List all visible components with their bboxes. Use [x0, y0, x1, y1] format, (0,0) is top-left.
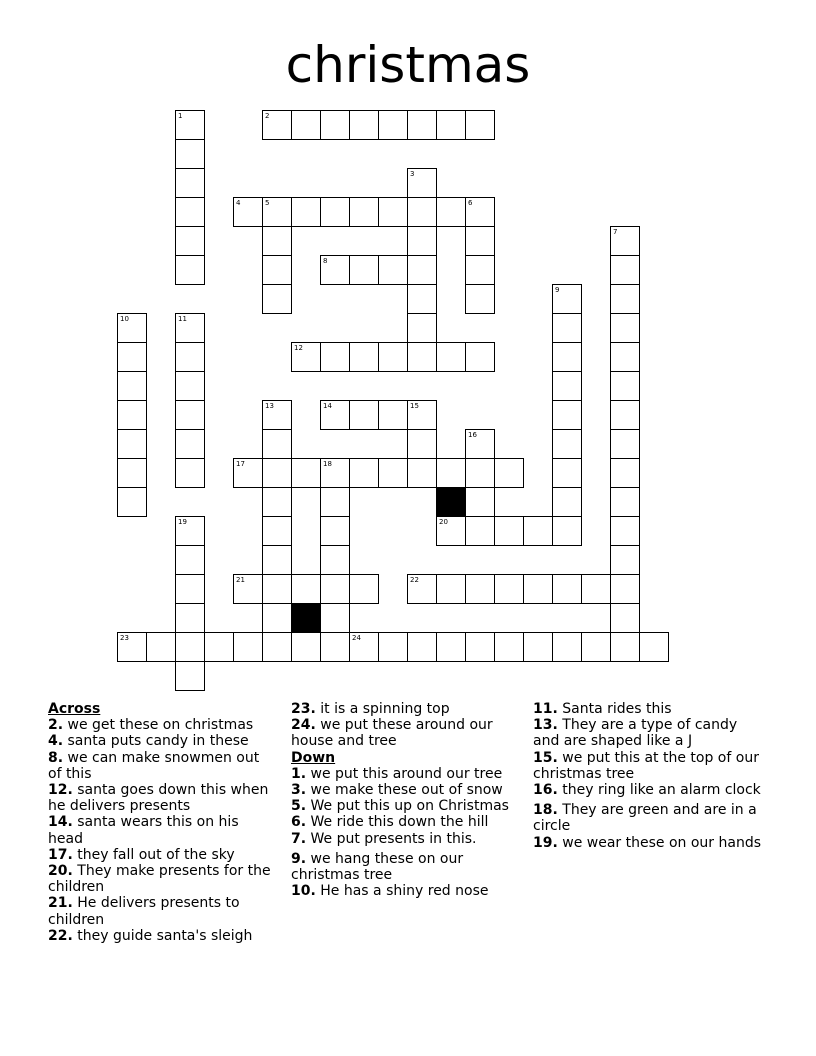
cell-number: 3 [410, 170, 415, 178]
grid-cell[interactable] [465, 226, 495, 256]
grid-cell[interactable] [233, 458, 263, 488]
clue-text: it is a spinning top [315, 701, 450, 717]
grid-cell[interactable] [407, 226, 437, 256]
clue-text: we wear these on our hands [557, 834, 761, 851]
grid-cell[interactable] [233, 632, 263, 662]
grid-cell[interactable] [639, 632, 669, 662]
clue-text: we put this at the top of our christmas tree [533, 749, 759, 782]
grid-cell[interactable] [552, 371, 582, 401]
cell-number: 16 [468, 431, 477, 439]
clue-text: they ring like an alarm clock [557, 782, 761, 799]
grid-cell[interactable] [320, 197, 350, 227]
grid-cell[interactable] [320, 574, 350, 604]
grid-cell[interactable] [610, 632, 640, 662]
grid-cell[interactable] [349, 574, 379, 604]
clues-column-2 [291, 701, 519, 899]
grid-cell[interactable] [175, 458, 205, 488]
grid-cell[interactable] [552, 284, 582, 314]
clue-number: 7. [291, 830, 307, 847]
across-header: Across [48, 701, 101, 717]
grid-cell[interactable] [291, 632, 321, 662]
grid-cell[interactable] [523, 574, 553, 604]
cell-number: 2 [265, 112, 270, 120]
grid-cell[interactable] [175, 139, 205, 169]
grid-cell[interactable] [436, 197, 466, 227]
grid-cell[interactable] [407, 313, 437, 343]
grid-cell[interactable] [291, 110, 321, 140]
clue-number: 11. [533, 701, 558, 717]
cell-number: 10 [120, 315, 129, 323]
grid-cell[interactable] [407, 632, 437, 662]
grid-cell[interactable] [262, 226, 292, 256]
clue-number: 6. [291, 814, 307, 831]
across-clue [48, 782, 276, 814]
grid-cell[interactable] [349, 110, 379, 140]
grid-cell[interactable] [407, 255, 437, 285]
grid-cell[interactable] [610, 545, 640, 575]
clues-column-1 [48, 701, 276, 944]
grid-cell[interactable] [262, 632, 292, 662]
clue-text: We put presents in this. [306, 830, 477, 847]
clue-number: 15. [533, 749, 558, 766]
grid-cell[interactable] [407, 400, 437, 430]
down-clue [291, 798, 519, 814]
grid-cell[interactable] [465, 429, 495, 459]
grid-cell[interactable] [175, 313, 205, 343]
grid-cell[interactable] [291, 458, 321, 488]
grid-cell[interactable] [262, 458, 292, 488]
grid-cell[interactable] [262, 516, 292, 546]
clue-text: they fall out of the sky [72, 846, 235, 863]
grid-cell[interactable] [465, 284, 495, 314]
clue-number: 22. [48, 927, 73, 944]
grid-cell[interactable] [610, 255, 640, 285]
grid-cell[interactable] [175, 168, 205, 198]
across-clue [48, 847, 276, 863]
grid-cell[interactable] [407, 197, 437, 227]
grid-cell[interactable] [378, 342, 408, 372]
clue-number: 21. [48, 895, 73, 912]
grid-cell[interactable] [117, 371, 147, 401]
clue-number: 24. [291, 717, 316, 734]
cell-number: 17 [236, 460, 245, 468]
grid-cell[interactable] [610, 574, 640, 604]
down-clue [291, 851, 519, 883]
clues-column-3 [533, 701, 763, 851]
across-clue [48, 733, 276, 749]
down-clue [291, 883, 519, 899]
grid-cell[interactable] [175, 661, 205, 691]
clue-number: 8. [48, 749, 64, 766]
grid-cell[interactable] [175, 632, 205, 662]
cell-number: 5 [265, 199, 270, 207]
down-clue [291, 814, 519, 830]
grid-cell[interactable] [262, 429, 292, 459]
grid-cell[interactable] [320, 516, 350, 546]
grid-cell[interactable] [378, 197, 408, 227]
clue-text: We ride this down the hill [306, 814, 489, 831]
grid-cell[interactable] [175, 226, 205, 256]
grid-cell[interactable] [320, 400, 350, 430]
down-clue [533, 802, 763, 834]
grid-cell[interactable] [175, 342, 205, 372]
grid-cell[interactable] [436, 110, 466, 140]
grid-cell[interactable] [262, 400, 292, 430]
grid-cell[interactable] [552, 429, 582, 459]
cell-number: 1 [178, 112, 183, 120]
down-clue [291, 831, 519, 847]
grid-cell[interactable] [610, 226, 640, 256]
grid-cell[interactable] [262, 545, 292, 575]
grid-cell[interactable] [494, 458, 524, 488]
grid-cell[interactable] [320, 255, 350, 285]
grid-cell[interactable] [610, 313, 640, 343]
black-square [291, 603, 321, 633]
grid-cell[interactable] [117, 458, 147, 488]
grid-cell[interactable] [378, 632, 408, 662]
clue-number: 2. [48, 717, 64, 734]
grid-cell[interactable] [233, 574, 263, 604]
grid-cell[interactable] [581, 632, 611, 662]
clue-number: 14. [48, 814, 73, 831]
grid-cell[interactable] [436, 516, 466, 546]
grid-cell[interactable] [175, 110, 205, 140]
grid-cell[interactable] [494, 574, 524, 604]
cell-number: 20 [439, 518, 448, 526]
grid-cell[interactable] [262, 574, 292, 604]
grid-cell[interactable] [378, 458, 408, 488]
grid-cell[interactable] [552, 458, 582, 488]
grid-cell[interactable] [465, 516, 495, 546]
cell-number: 9 [555, 286, 560, 294]
grid-cell[interactable] [262, 110, 292, 140]
across-clue [48, 814, 276, 846]
cell-number: 15 [410, 402, 419, 410]
cell-number: 13 [265, 402, 274, 410]
grid-cell[interactable] [610, 458, 640, 488]
down-clue [533, 717, 763, 749]
clue-number: 1. [291, 765, 307, 782]
grid-cell[interactable] [552, 400, 582, 430]
grid-cell[interactable] [610, 284, 640, 314]
clue-text: He delivers presents to children [48, 895, 240, 928]
grid-cell[interactable] [349, 400, 379, 430]
grid-cell[interactable] [465, 197, 495, 227]
grid-cell[interactable] [349, 255, 379, 285]
grid-cell[interactable] [465, 574, 495, 604]
clue-text: He has a shiny red nose [315, 883, 489, 900]
grid-cell[interactable] [175, 574, 205, 604]
grid-cell[interactable] [436, 574, 466, 604]
clue-text: Santa rides this [557, 701, 672, 717]
grid-cell[interactable] [407, 429, 437, 459]
grid-cell[interactable] [378, 400, 408, 430]
clue-number: 9. [291, 850, 307, 867]
grid-cell[interactable] [407, 168, 437, 198]
grid-cell[interactable] [465, 110, 495, 140]
clue-text: we make these out of snow [306, 782, 503, 799]
down-clue [533, 835, 763, 851]
puzzle-title: christmas [285, 36, 531, 94]
cell-number: 11 [178, 315, 187, 323]
grid-cell[interactable] [610, 371, 640, 401]
clue-text: we put this around our tree [306, 765, 503, 782]
clue-text: santa goes down this when he delivers presents [48, 782, 269, 815]
grid-cell[interactable] [320, 458, 350, 488]
grid-cell[interactable] [378, 110, 408, 140]
grid-cell[interactable] [117, 429, 147, 459]
clue-text: we can make snowmen out of this [48, 749, 260, 782]
grid-cell[interactable] [407, 342, 437, 372]
grid-cell[interactable] [175, 255, 205, 285]
grid-cell[interactable] [552, 516, 582, 546]
grid-cell[interactable] [378, 255, 408, 285]
clue-text: we get these on christmas [63, 717, 254, 734]
grid-cell[interactable] [175, 545, 205, 575]
grid-cell[interactable] [262, 284, 292, 314]
cell-number: 24 [352, 634, 361, 642]
grid-cell[interactable] [407, 574, 437, 604]
down-clue [533, 701, 763, 717]
grid-cell[interactable] [494, 632, 524, 662]
clue-text: They are a type of candy and are shaped like a J [533, 717, 738, 750]
grid-cell[interactable] [349, 458, 379, 488]
grid-cell[interactable] [320, 342, 350, 372]
clue-number: 3. [291, 782, 307, 799]
grid-cell[interactable] [407, 110, 437, 140]
grid-cell[interactable] [610, 400, 640, 430]
grid-cell[interactable] [610, 603, 640, 633]
down-clue [533, 750, 763, 782]
grid-cell[interactable] [175, 429, 205, 459]
grid-cell[interactable] [262, 255, 292, 285]
grid-cell[interactable] [117, 313, 147, 343]
grid-cell[interactable] [262, 603, 292, 633]
clue-text: we put these around our house and tree [291, 717, 493, 750]
cell-number: 4 [236, 199, 241, 207]
grid-cell[interactable] [465, 632, 495, 662]
across-clue [48, 750, 276, 782]
grid-cell[interactable] [436, 458, 466, 488]
grid-cell[interactable] [233, 197, 263, 227]
grid-cell[interactable] [465, 458, 495, 488]
grid-cell[interactable] [175, 516, 205, 546]
grid-cell[interactable] [610, 429, 640, 459]
grid-cell[interactable] [494, 516, 524, 546]
cell-number: 7 [613, 228, 618, 236]
clue-number: 4. [48, 733, 64, 750]
grid-cell[interactable] [117, 400, 147, 430]
clue-number: 17. [48, 846, 73, 863]
grid-cell[interactable] [349, 632, 379, 662]
across-clue [48, 928, 276, 944]
cell-number: 18 [323, 460, 332, 468]
clue-text: they guide santa's sleigh [72, 927, 253, 944]
grid-cell[interactable] [552, 487, 582, 517]
grid-cell[interactable] [581, 574, 611, 604]
clue-number: 16. [533, 782, 558, 799]
clue-number: 18. [533, 802, 558, 819]
grid-cell[interactable] [175, 197, 205, 227]
grid-cell[interactable] [320, 110, 350, 140]
grid-cell[interactable] [262, 487, 292, 517]
grid-cell[interactable] [407, 284, 437, 314]
clue-number: 23. [291, 701, 316, 717]
grid-cell[interactable] [175, 400, 205, 430]
clue-text: we hang these on our christmas tree [291, 850, 464, 884]
grid-cell[interactable] [204, 632, 234, 662]
down-clue [291, 782, 519, 798]
down-clue [533, 782, 763, 798]
grid-cell[interactable] [320, 632, 350, 662]
clue-number: 13. [533, 717, 558, 734]
grid-cell[interactable] [552, 313, 582, 343]
cell-number: 8 [323, 257, 328, 265]
grid-cell[interactable] [291, 197, 321, 227]
cell-number: 21 [236, 576, 245, 584]
grid-cell[interactable] [436, 342, 466, 372]
cell-number: 12 [294, 344, 303, 352]
cell-number: 23 [120, 634, 129, 642]
clue-number: 12. [48, 782, 73, 799]
across-clue [291, 717, 519, 749]
across-clue [48, 863, 276, 895]
grid-cell[interactable] [465, 255, 495, 285]
cell-number: 19 [178, 518, 187, 526]
grid-cell[interactable] [610, 342, 640, 372]
grid-cell[interactable] [552, 342, 582, 372]
grid-cell[interactable] [436, 632, 466, 662]
cell-number: 22 [410, 576, 419, 584]
clue-number: 20. [48, 863, 73, 880]
across-clue [291, 701, 519, 717]
across-clue [48, 895, 276, 927]
grid-cell[interactable] [117, 487, 147, 517]
clue-text: We put this up on Christmas [306, 798, 509, 815]
grid-cell[interactable] [175, 603, 205, 633]
grid-cell[interactable] [146, 632, 176, 662]
grid-cell[interactable] [291, 342, 321, 372]
clue-text: santa wears this on his head [48, 814, 239, 847]
clue-number: 19. [533, 834, 558, 851]
grid-cell[interactable] [465, 487, 495, 517]
across-clue [48, 717, 276, 733]
grid-cell[interactable] [262, 197, 292, 227]
grid-cell[interactable] [552, 574, 582, 604]
clue-number: 5. [291, 798, 307, 815]
grid-cell[interactable] [465, 342, 495, 372]
grid-cell[interactable] [291, 574, 321, 604]
grid-cell[interactable] [320, 545, 350, 575]
clue-text: santa puts candy in these [63, 733, 249, 750]
grid-cell[interactable] [407, 458, 437, 488]
clue-text: They make presents for the children [48, 863, 271, 896]
down-header: Down [291, 749, 336, 766]
cell-number: 6 [468, 199, 473, 207]
grid-cell[interactable] [349, 197, 379, 227]
down-clue [291, 766, 519, 782]
clue-number: 10. [291, 883, 316, 900]
grid-cell[interactable] [175, 371, 205, 401]
clue-text: They are green and are in a circle [533, 802, 757, 835]
grid-cell[interactable] [610, 487, 640, 517]
grid-cell[interactable] [320, 487, 350, 517]
black-square [436, 487, 466, 517]
grid-cell[interactable] [523, 516, 553, 546]
grid-cell[interactable] [610, 516, 640, 546]
grid-cell[interactable] [117, 632, 147, 662]
cell-number: 14 [323, 402, 332, 410]
grid-cell[interactable] [320, 603, 350, 633]
grid-cell[interactable] [552, 632, 582, 662]
grid-cell[interactable] [523, 632, 553, 662]
grid-cell[interactable] [117, 342, 147, 372]
grid-cell[interactable] [349, 342, 379, 372]
